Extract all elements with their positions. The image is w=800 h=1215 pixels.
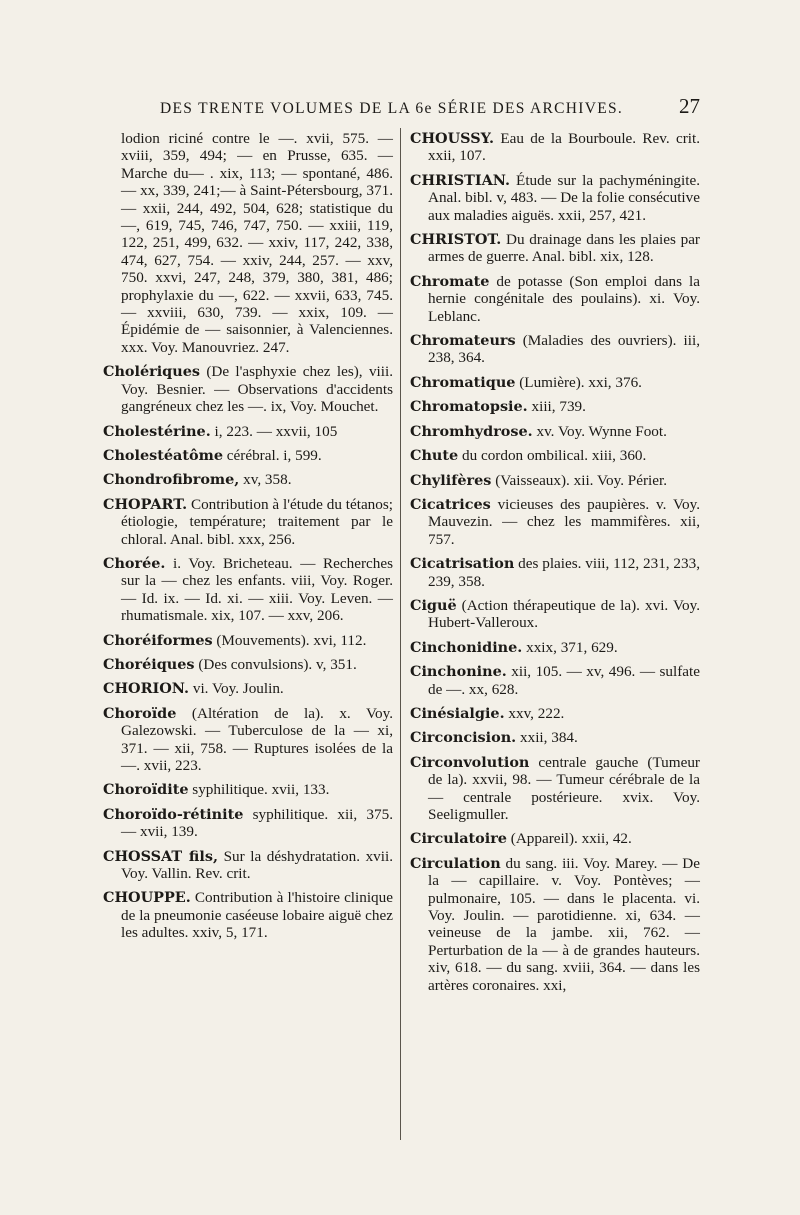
entry-headword: CHOUSSY. xyxy=(410,130,495,147)
index-entry xyxy=(410,423,700,440)
index-entry xyxy=(410,555,700,590)
entry-headword: Cicatrisation xyxy=(410,555,515,573)
entry-text: Étude sur la pachyméningite. Anal. bibl. v, 483. — De la folie consécutive aux maladies aiguës. xxii, 257, 421. xyxy=(428,171,700,224)
left-column xyxy=(103,130,393,949)
entry-headword: Chromhydrose. xyxy=(410,422,533,440)
entry-headword: Cinésialgie. xyxy=(410,704,505,722)
entry-text: Du drainage dans les plaies par armes de guerre. Anal. bibl. xix, 128. xyxy=(428,231,700,266)
page-number: 27 xyxy=(679,94,700,118)
entry-headword: Chute xyxy=(410,447,459,465)
column-divider xyxy=(400,128,401,1140)
entry-text: xiii, 739. xyxy=(527,398,586,416)
running-head xyxy=(160,94,700,119)
entry-headword: Cholestérine. xyxy=(103,422,211,440)
index-entry xyxy=(410,231,700,266)
index-entry xyxy=(103,423,393,440)
index-entry xyxy=(103,130,393,356)
entry-text: du cordon ombilical. xiii, 360. xyxy=(458,447,647,465)
entry-text: des plaies. viii, 112, 231, 233, 239, 358. xyxy=(428,555,700,590)
index-entry xyxy=(410,496,700,548)
index-entry xyxy=(410,332,700,367)
entry-headword: Choroïdo-rétinite xyxy=(103,805,244,823)
index-entry xyxy=(103,496,393,548)
entry-text: centrale gauche (Tumeur de la). xxvii, 98. — Tumeur cérébrale de la — centrale postérieure. xvix. Voy. Seeligmuller. xyxy=(428,753,700,823)
entry-text: (Maladies des ouvriers). iii, 238, 364. xyxy=(428,332,700,367)
entry-text: xv. Voy. Wynne Foot. xyxy=(532,422,667,440)
entry-text: lodion riciné contre le —. xvii, 575. — xviii, 359, 494; — en Prusse, 635. — Marche du— . xix, 113; — spontané, 486. — xx, 339, 241;— à Saint-Pétersbourg, 371. — xxii, 244, 492, 504, 628; statistique du —, 619, 745, 746, 747, 750. — xxiii, 119, 122, 251, 499, 632. — xxiv, 117, 242, 338, 474, 627, 754. — xxiv, 244, 257. — xxv, 750. xxvi, 247, 248, 379, 380, 381, 486; prophylaxie du —, 622. — xxvii, 633, 745. — xxviii, 630, 739. — xxix, 109. — Épidémie de — saisonnier, à Valenciennes. xxx. Voy. Manouvriez. 247. xyxy=(121,130,393,356)
entry-text: i, 223. — xxvii, 105 xyxy=(210,422,338,440)
entry-headword: CHOUPPE. xyxy=(103,889,191,907)
entry-headword: Choroïdite xyxy=(103,781,189,799)
index-entry xyxy=(103,632,393,649)
entry-headword: Cinchonidine. xyxy=(410,638,523,656)
entry-headword: Chorée. xyxy=(103,554,166,572)
entry-headword: Cinchonine. xyxy=(410,663,507,681)
entry-text: xxii, 384. xyxy=(516,729,578,747)
entry-headword: Circoncision. xyxy=(410,729,517,747)
entry-text: xv, 358. xyxy=(239,471,292,489)
entry-headword: Chromatopsie. xyxy=(410,398,528,416)
index-entry xyxy=(410,472,700,489)
entry-headword: Cholériques xyxy=(103,363,200,381)
entry-text: (Appareil). xxii, 42. xyxy=(506,830,632,848)
entry-headword: CHORION. xyxy=(103,680,190,698)
entry-headword: Circulation xyxy=(410,854,501,872)
entry-headword: Circulatoire xyxy=(410,830,507,848)
right-column xyxy=(410,130,700,1001)
entry-text: Contribution à l'étude du tétanos; étiologie, température; traitement par le chloral. Anal. bibl. xxx, 256. xyxy=(121,495,393,548)
entry-text: (Des convulsions). v, 351. xyxy=(194,655,357,673)
entry-text: (Lumière). xxi, 376. xyxy=(515,373,642,391)
entry-headword: Chromate xyxy=(410,272,490,290)
index-entry xyxy=(410,639,700,656)
entry-text: Sur la déshydratation. xvii. Voy. Vallin. Rev. crit. xyxy=(121,847,393,883)
entry-text: (Altération de la). x. Voy. Galezowski. — Tuberculose de la — xi, 371. — xii, 758. — Ruptures isolées de la —. xvii, 223. xyxy=(121,704,393,774)
entry-headword: Chromateurs xyxy=(410,332,516,350)
entry-text: (Vaisseaux). xii. Voy. Périer. xyxy=(491,471,668,489)
index-entry xyxy=(410,130,700,165)
index-entry xyxy=(410,705,700,722)
index-entry xyxy=(410,447,700,464)
entry-headword: CHOPART. xyxy=(103,495,188,513)
running-title: DES TRENTE VOLUMES DE LA 6e SÉRIE DES ARCHIVES. xyxy=(160,100,624,117)
index-entry xyxy=(103,781,393,798)
entry-text: syphilitique. xii, 375. — xvii, 139. xyxy=(121,805,393,841)
entry-text: (Mouvements). xvi, 112. xyxy=(212,631,367,649)
index-entry xyxy=(410,729,700,746)
entry-text: vicieuses des paupières. v. Voy. Mauvezin. — chez les mammifères. xii, 757. xyxy=(428,495,700,548)
index-entry xyxy=(103,806,393,841)
entry-text: xxix, 371, 629. xyxy=(522,638,618,656)
entry-headword: CHOSSAT fils, xyxy=(103,847,218,865)
index-entry xyxy=(103,555,393,625)
entry-headword: Chromatique xyxy=(410,373,516,391)
index-entry xyxy=(103,447,393,464)
index-entry xyxy=(410,830,700,847)
entry-headword: Choroïde xyxy=(103,704,177,722)
entry-text: xii, 105. — xv, 496. — sulfate de —. xx, 628. xyxy=(428,663,700,698)
entry-headword: Choréiformes xyxy=(103,631,213,649)
entry-text: xxv, 222. xyxy=(504,704,565,722)
index-entry xyxy=(410,172,700,224)
index-entry xyxy=(410,754,700,824)
entry-headword: Ciguë xyxy=(410,596,457,614)
entry-text: i. Voy. Bricheteau. — Recherches sur la — chez les enfants. viii, Voy. Roger. — Id. ix. — Id. xi. — xiii. Voy. Leven. — rhumatismale. xix, 107. — xxv, 206. xyxy=(121,554,393,625)
entry-headword: Chondrofibrome, xyxy=(103,471,240,489)
entry-text: du sang. iii. Voy. Marey. — De la — capillaire. v. Voy. Pontèves; — pulmonaire, 105. — dans le placenta. vi. Voy. Joulin. — parotidienne. xi, 634. — veineuse de la jambe. xii, 762. — Perturbation de la — à de grandes hauteurs. xiv, 618. — du sang. xviii, 364. — dans les artères coronaires. xxi, xyxy=(428,854,700,994)
entry-text: (De l'asphyxie chez les), viii. Voy. Besnier. — Observations d'accidents gangréneux chez les —. ix, Voy. Mouchet. xyxy=(121,363,393,416)
entry-headword: Circonvolution xyxy=(410,753,530,771)
entry-headword: Cholestéatôme xyxy=(103,446,223,464)
entry-headword: Choréiques xyxy=(103,655,195,673)
index-entry xyxy=(103,889,393,941)
entry-text: vi. Voy. Joulin. xyxy=(189,680,284,698)
index-entry xyxy=(103,363,393,415)
entry-text: (Action thérapeutique de la). xvi. Voy. Hubert-Valleroux. xyxy=(428,596,700,632)
index-entry xyxy=(410,398,700,415)
entry-text: cérébral. i, 599. xyxy=(223,446,322,464)
index-entry xyxy=(410,597,700,632)
index-entry xyxy=(103,680,393,697)
entry-text: Eau de la Bourboule. Rev. crit. xxii, 107. xyxy=(428,130,700,165)
index-entry xyxy=(410,273,700,325)
index-entry xyxy=(103,656,393,673)
index-entry xyxy=(103,848,393,883)
entry-headword: CHRISTIAN. xyxy=(410,171,510,189)
entry-headword: CHRISTOT. xyxy=(410,231,502,249)
index-entry xyxy=(410,374,700,391)
entry-text: Contribution à l'histoire clinique de la pneumonie caséeuse lobaire aiguë chez les adultes. xxiv, 5, 171. xyxy=(121,889,393,942)
entry-headword: Chylifères xyxy=(410,471,492,489)
entry-headword: Cicatrices xyxy=(410,495,491,513)
index-entry xyxy=(410,855,700,994)
index-entry xyxy=(103,705,393,775)
index-entry xyxy=(103,471,393,488)
index-entry xyxy=(410,663,700,698)
entry-text: de potasse (Son emploi dans la hernie congénitale des poulains). xi. Voy. Leblanc. xyxy=(428,272,700,325)
entry-text: syphilitique. xvii, 133. xyxy=(188,781,330,799)
